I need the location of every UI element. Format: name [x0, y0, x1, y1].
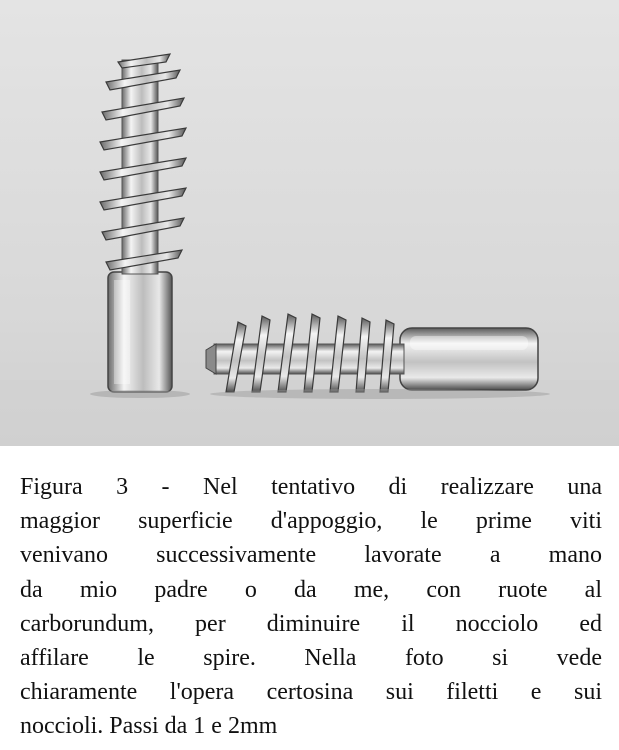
caption-line-7: chiaramente l'opera certosina sui filetti e sui [20, 679, 602, 706]
caption-line-5: carborundum, per diminuire il nocciolo ed [20, 610, 602, 637]
caption-line-8: noccioli. Passi da 1 e 2mm [20, 713, 278, 740]
caption-line-3: venivano successivamente lavorate a mano [20, 542, 602, 569]
caption-line-6: affilare le spire. Nella foto si vede [20, 645, 602, 672]
caption-line-2: maggior superficie d'appoggio, le prime viti [20, 508, 602, 535]
figure-caption [20, 470, 602, 744]
caption-line-4: da mio padre o da me, con ruote al [20, 576, 602, 603]
caption-line-1: Figura 3 - Nel tentativo di realizzare una [20, 474, 602, 500]
